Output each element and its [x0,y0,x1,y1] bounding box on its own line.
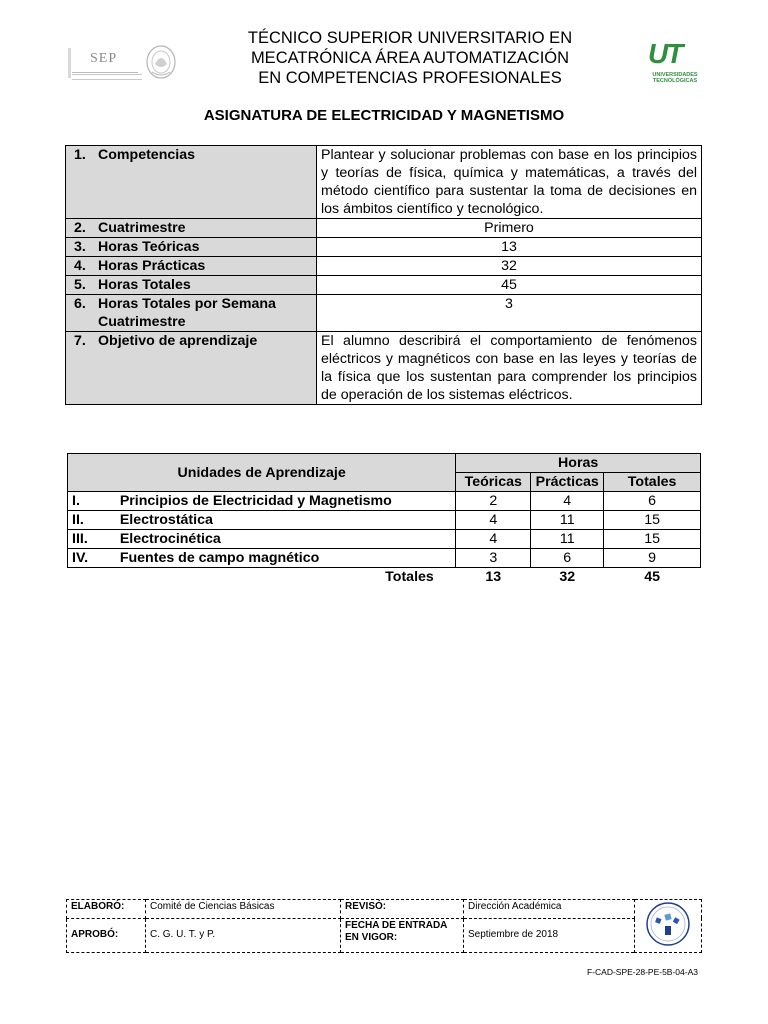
totals-label: Totales [385,569,434,585]
info-label-text: Horas Teóricas [98,239,200,255]
units-header-row [68,454,701,473]
info-row [66,276,702,295]
unit-totales: 6 [604,492,701,511]
info-row [66,295,702,332]
sep-subtitle-lines [72,74,142,80]
info-label [66,146,317,219]
info-num: 5. [74,277,86,293]
info-value: El alumno describirá el comportamiento de fenómenos eléctricos y magnéticos con base en las leyes y teorías de la física que los sustentan para comprender los principios de operación de los sistemas eléctricos. [317,332,702,405]
info-label [66,238,317,257]
sep-logo-text: SEP [90,51,118,66]
approval-footer-table [66,899,702,953]
cgutyp-seal-icon [638,900,698,948]
unit-totales: 15 [604,530,701,549]
sep-stripe [68,48,71,78]
fecha-label: FECHA DE ENTRADA EN VIGOR: [341,918,464,952]
info-row [66,238,702,257]
info-label-text: Horas Totales [98,277,191,293]
unit-number: III. [68,530,116,549]
hours-header: Horas [456,454,701,473]
elaboro-value: Comité de Ciencias Básicas [146,900,341,919]
program-title-line-3: EN COMPETENCIAS PROFESIONALES [258,69,562,87]
info-value: 13 [317,238,702,257]
info-value: Plantear y solucionar problemas con base en los principios y teorías de física, química y matemáticas, a través del método científico para sustentar la toma de decisiones en los ámbitos científico y tecnológico. [317,146,702,219]
ut-logo-letters: UT [648,38,682,69]
program-title-line-1: TÉCNICO SUPERIOR UNIVERSITARIO EN [247,29,573,47]
unit-teoricas: 3 [456,549,531,568]
ut-logo-subtitle-line-2: TECNOLÓGICAS [652,78,698,84]
info-value: Primero [317,219,702,238]
info-value: 45 [317,276,702,295]
footer-logo-cell [635,900,702,953]
program-title [210,28,610,88]
unit-name: Fuentes de campo magnético [116,549,456,568]
learning-units-table [67,453,701,586]
unit-number: II. [68,511,116,530]
form-code: F-CAD-SPE-28-PE-5B-04-A3 [586,967,698,977]
info-label-text: Competencias [98,147,195,163]
info-label [66,332,317,405]
subject-info-table [65,145,702,405]
info-label [66,276,317,295]
aprobo-value: C. G. U. T. y P. [146,918,341,952]
subject-title: ASIGNATURA DE ELECTRICIDAD Y MAGNETISMO [203,107,565,124]
info-label-text: Objetivo de aprendizaje [98,333,258,349]
info-num: 4. [74,258,86,274]
unit-name: Principios de Electricidad y Magnetismo [116,492,456,511]
elaboro-label: ELABORÓ: [67,900,146,919]
info-value: 3 [317,295,702,332]
info-label-text: Horas Totales por Semana Cuatrimestre [98,296,276,330]
info-num: 1. [74,147,86,163]
total-totales: 45 [644,569,660,585]
unit-practicas: 11 [531,511,604,530]
sep-logo [68,42,178,86]
col-totales: Totales [604,473,701,492]
sep-divider [72,72,138,73]
col-practicas: Prácticas [531,473,604,492]
table-row [68,530,701,549]
unit-teoricas: 2 [456,492,531,511]
reviso-value: Dirección Académica [464,900,635,919]
total-teoricas: 13 [485,569,502,585]
table-row [68,549,701,568]
info-row [66,332,702,405]
ut-logo [640,38,710,92]
unit-totales: 15 [604,511,701,530]
footer-row [67,918,702,952]
info-num: 7. [74,333,86,349]
reviso-label: REVISÓ: [341,900,464,919]
info-row [66,219,702,238]
info-label [66,219,317,238]
unit-practicas: 6 [531,549,604,568]
unit-number: IV. [68,549,116,568]
fecha-value: Septiembre de 2018 [464,918,635,952]
info-label [66,295,317,332]
program-title-line-2: MECATRÓNICA ÁREA AUTOMATIZACIÓN [250,49,570,67]
totals-row [68,568,701,587]
info-label-text: Horas Prácticas [98,258,206,274]
footer-row [67,900,702,919]
table-row [68,511,701,530]
unit-number: I. [68,492,116,511]
aprobo-label: APROBÓ: [67,918,146,952]
units-header: Unidades de Aprendizaje [68,454,456,492]
info-label [66,257,317,276]
info-row [66,146,702,219]
info-label-text: Cuatrimestre [98,220,186,236]
info-row [66,257,702,276]
document-header [0,28,768,92]
unit-name: Electrocinética [116,530,456,549]
unit-teoricas: 4 [456,511,531,530]
info-num: 6. [74,296,86,312]
info-num: 2. [74,220,86,236]
info-num: 3. [74,239,86,255]
unit-teoricas: 4 [456,530,531,549]
unit-totales: 9 [604,549,701,568]
col-teoricas: Teóricas [456,473,531,492]
ut-logo-subtitle [640,72,710,84]
unit-practicas: 11 [531,530,604,549]
unit-name: Electrostática [116,511,456,530]
ut-logo-subtitle-line-1: UNIVERSIDADES [652,72,698,78]
table-row [68,492,701,511]
mexico-seal-icon [144,42,178,82]
total-practicas: 32 [559,569,576,585]
info-value: 32 [317,257,702,276]
unit-practicas: 4 [531,492,604,511]
